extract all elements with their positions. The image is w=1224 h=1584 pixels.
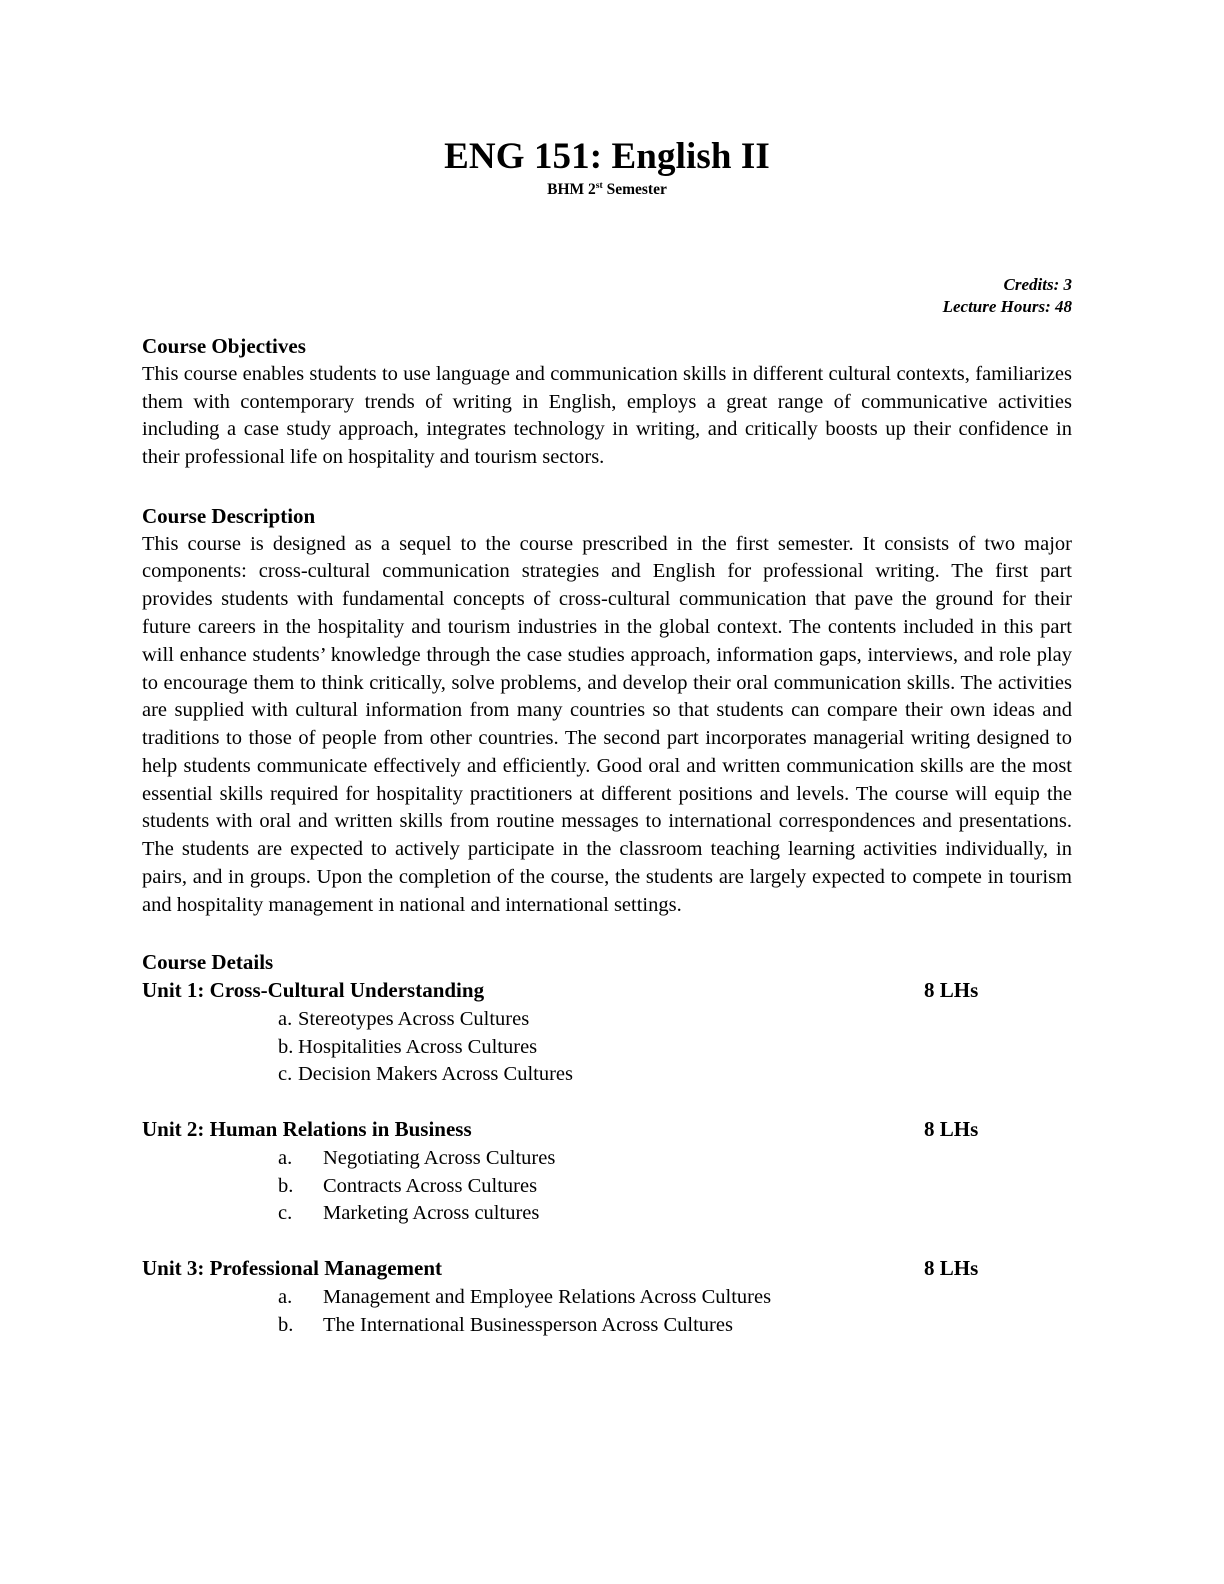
section-course-description [142,503,1072,920]
unit-title-1: Unit 1: Cross-Cultural Understanding [142,977,485,1002]
subtitle-suffix: Semester [602,181,667,199]
unit-lecture-hours-2: 8 LHs [924,1116,979,1141]
unit-block-1 [142,977,1072,1089]
section-body-objectives: This course enables students to use language and communication skills in different cultural contexts, familiarizes them with contemporary trends of writing in English, employs a great range of communicative activities including a case study approach, integrates technology in writing, and critically boosts up their confidence in their professional life on hospitality and tourism sectors. [142,362,1072,469]
list-item [142,1034,1072,1062]
list-item [142,1284,1072,1312]
section-heading-objectives: Course Objectives [142,333,306,358]
list-item-marker: c. [278,1202,293,1225]
unit-block-2 [142,1116,1072,1228]
document-content [142,0,1072,1339]
unit-title-3: Unit 3: Professional Management [142,1255,442,1280]
section-course-details [142,949,1072,1339]
list-item-label: Management and Employee Relations Across Cultures [323,1286,772,1308]
list-item-marker: b. [278,1035,294,1058]
unit-item-list-3 [142,1284,1072,1339]
page-subtitle [142,181,1072,200]
section-heading-details: Course Details [142,950,274,975]
list-item [142,1145,1072,1173]
list-item-label: Contracts Across Cultures [323,1174,538,1197]
unit-item-list-1 [142,1006,1072,1089]
unit-header-2 [142,1116,1072,1143]
list-item-marker: a. [278,1147,293,1170]
list-item-marker: a. [278,1008,293,1031]
section-body-description: This course is designed as a sequel to the course prescribed in the first semester. It consists of two major components: cross-cultural communication strategies and English for professional writing. The first part provides students with fundamental concepts of cross-cultural communication that pave the ground for their future careers in the hospitality and tourism industries in the global context. The contents included in this part will enhance students’ knowledge through the case studies approach, information gaps, interviews, and role play to encourage them to think critically, solve problems, and develop their oral communication skills. The activities are supplied with cultural information from many countries so that students can compare their own ideas and traditions to those of people from other countries. The second part incorporates managerial writing designed to help students communicate effectively and efficiently. Good oral and written communication skills are the most essential skills required for hospitality practitioners at different positions and levels. The course will equip the students with oral and written skills from routine messages to international correspondences and presentations. The students are expected to actively participate in the classroom teaching learning activities individually, in pairs, and in groups. Upon the completion of the course, the students are largely expected to compete in tourism and hospitality management in national and international settings. [142,532,1072,916]
list-item-label: Stereotypes Across Cultures [298,1008,530,1031]
list-item-marker: c. [278,1063,293,1086]
title-block [142,136,1072,200]
list-item [142,1061,1072,1089]
list-item [142,1006,1072,1034]
list-item [142,1312,1072,1340]
list-item-label: The International Businessperson Across Cultures [323,1313,733,1336]
list-item-marker: a. [278,1286,293,1308]
list-item-label: Negotiating Across Cultures [323,1147,556,1170]
unit-block-3 [142,1255,1072,1339]
credits-line: Credits: 3 [1003,275,1072,295]
section-heading-description: Course Description [142,503,316,528]
list-item-label: Decision Makers Across Cultures [298,1063,573,1086]
course-meta [142,274,1072,319]
list-item-label: Hospitalities Across Cultures [298,1035,538,1058]
unit-lecture-hours-1: 8 LHs [924,977,979,1002]
unit-item-list-2 [142,1145,1072,1228]
list-item [142,1173,1072,1201]
list-item-marker: b. [278,1313,294,1336]
subtitle-prefix: BHM 2 [547,181,596,199]
unit-lecture-hours-3: 8 LHs [924,1255,979,1280]
unit-title-2: Unit 2: Human Relations in Business [142,1116,472,1141]
list-item-label: Marketing Across cultures [323,1202,540,1225]
section-course-objectives [142,333,1072,472]
page-title: ENG 151: English II [444,136,770,177]
unit-header-3 [142,1255,1072,1282]
subtitle-ordinal-suffix: st [595,180,603,192]
lecture-hours-line: Lecture Hours: 48 [942,297,1072,317]
list-item-marker: b. [278,1174,294,1197]
unit-header-1 [142,977,1072,1004]
list-item [142,1200,1072,1228]
